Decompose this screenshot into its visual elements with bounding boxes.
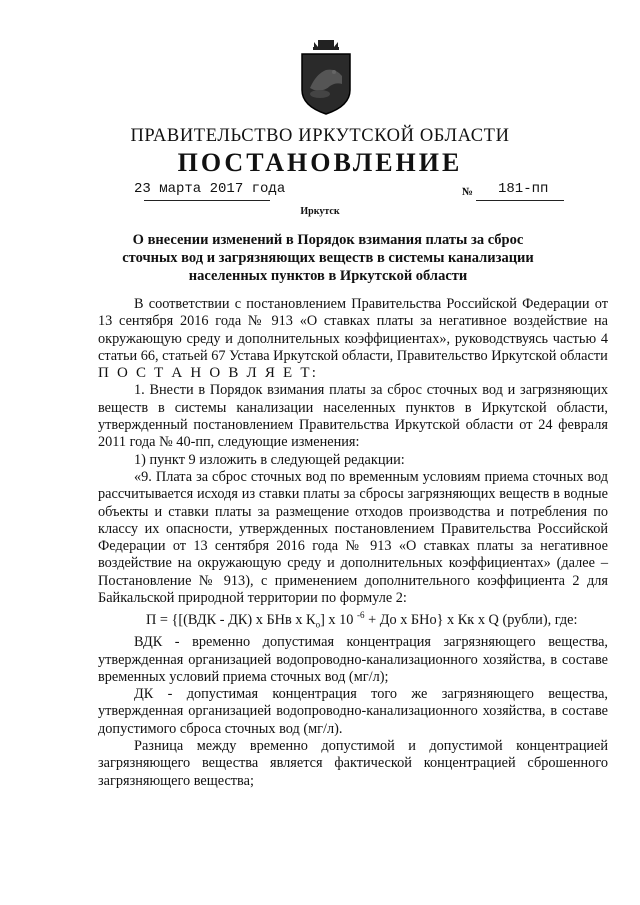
dk-definition: ДК - допустимая концентрация того же загрязняющего вещества, утвержденная организацией водопроводно-канализационного хозяйства, в составе допустимого сброса сточных вод (мг/л).	[98, 686, 608, 737]
document-date: 23 марта 2017 года	[134, 181, 286, 197]
document-title: О внесении изменений в Порядок взимания платы за сброс сточных вод и загрязняющих веществ в системы канализации населенных пунктов в Иркутской области	[122, 232, 534, 284]
formula-exponent: -6	[357, 610, 365, 621]
formula-part-2: ] х 10	[320, 612, 358, 629]
document-type: ПОСТАНОВЛЕНИЕ	[177, 148, 463, 177]
formula-part-3: + До х БНо} х Кк х Q (рубли), где:	[364, 612, 578, 629]
vdk-definition: ВДК - временно допустимая концентрация загрязняющего вещества, утвержденная организацией водопроводно-канализационного хозяйства, в составе временных условий приема сточных вод (мг/л);	[98, 634, 608, 685]
formula-part-1: П = {[(ВДК - ДК) х БНв х К	[146, 612, 316, 629]
resolve-heading: П О С Т А Н О В Л Я Е Т:	[98, 365, 319, 382]
date-underline	[144, 200, 270, 201]
preamble-paragraph: В соответствии с постановлением Правительства Российской Федерации от 13 сентября 2016 года № 913 «О ставках платы за негативное воздействие на окружающую среду и дополнительных коэффициентах», руководствуясь частью 4 статьи 66, статьей 67 Устава Иркутской области, Правительство Иркутской области	[98, 296, 608, 364]
item-1-paragraph: 1. Внести в Порядок взимания платы за сброс сточных вод и загрязняющих веществ в системы канализации населенных пунктов в Иркутской области, утвержденный постановлением Правительства Иркутской области от 24 февраля 2011 года № 40-пп, следующие изменения:	[98, 382, 608, 451]
irkutsk-coat-of-arms-icon	[296, 40, 356, 116]
document-body	[98, 296, 608, 790]
document-number: 181-пп	[498, 181, 549, 197]
city-name: Иркутск	[300, 206, 340, 217]
item-1-subitem: 1) пункт 9 изложить в следующей редакции:	[134, 451, 405, 468]
number-underline	[476, 200, 564, 201]
payment-formula	[98, 607, 608, 634]
clause-9-paragraph: «9. Плата за сброс сточных вод по временным условиям приема сточных вод рассчитывается исходя из ставки платы за сбросы загрязняющих веществ в водные объекты и ставки платы за размещение отходов производства и потребления по классу их опасности, утвержденных постановлением Правительства Российской Федерации от 13 сентября 2016 года № 913 «О ставках платы за негативное воздействие на окружающую среду и дополнительных коэффициентах» (далее – Постановление № 913), с применением дополнительного коэффициента 2 для Байкальской природной территории по формуле 2:	[98, 468, 608, 607]
number-sign: №	[462, 186, 474, 198]
difference-paragraph: Разница между временно допустимой и допустимой концентрацией загрязняющего вещества является фактической концентрацией сброшенного загрязняющего вещества;	[98, 738, 608, 789]
formula-subscript: о	[315, 619, 321, 630]
government-name: ПРАВИТЕЛЬСТВО ИРКУТСКОЙ ОБЛАСТИ	[130, 126, 510, 146]
